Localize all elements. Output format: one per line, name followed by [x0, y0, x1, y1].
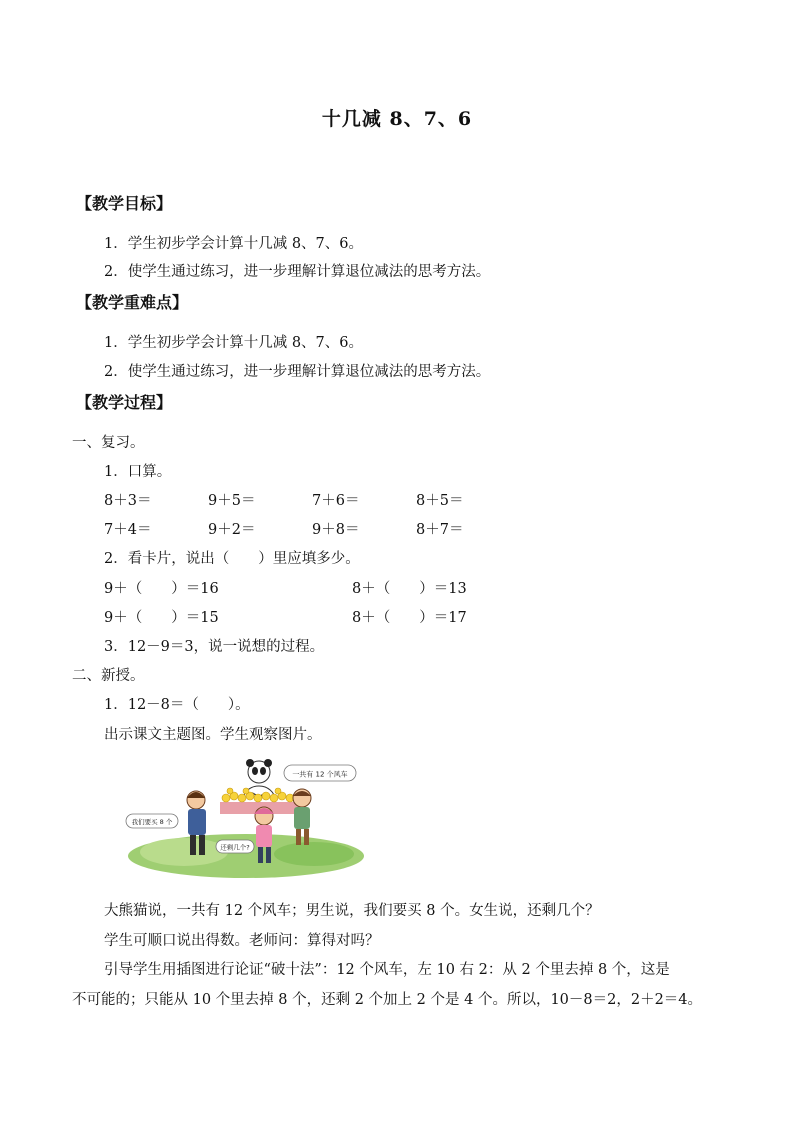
paragraph-1: 大熊猫说，一共有 12 个风车；男生说，我们要买 8 个。女生说，还剩几个？: [104, 903, 600, 919]
oral-calc-item: 9＋2＝: [208, 522, 256, 538]
bubble-text-panda: 一共有 12 个风车: [292, 770, 348, 779]
show-picture-text: 出示课文主题图。学生观察图片。: [104, 727, 322, 743]
card-item: 8＋（ ）＝13: [352, 581, 467, 597]
goal-item-2: 2．使学生通过练习，进一步理解计算退位减法的思考方法。: [104, 264, 491, 280]
new-lesson-label: 二、新授。: [72, 668, 145, 684]
speech-bubble-girl: [216, 840, 254, 853]
oral-calc-item: 7＋6＝: [312, 493, 360, 509]
page-title: 十几减 8、7、6: [321, 108, 473, 130]
card-item: 9＋（ ）＝16: [104, 581, 219, 597]
oral-calc-item: 8＋5＝: [416, 493, 464, 509]
oral-calc-item: 8＋7＝: [416, 522, 464, 538]
review-label: 一、复习。: [72, 435, 145, 451]
cards-label: 2．看卡片，说出（ ）里应填多少。: [104, 551, 360, 567]
oral-calc-item: 8＋3＝: [104, 493, 152, 509]
oral-calc-label: 1．口算。: [104, 464, 172, 480]
paragraph-2: 学生可顺口说出得数。老师问：算得对吗？: [104, 933, 380, 949]
paragraph-3-line-2: 不可能的；只能从 10 个里去掉 8 个，还剩 2 个加上 2 个是 4 个。所以，10－8＝2，2＋2＝4。: [72, 992, 703, 1008]
new-item-1: 1．12－8＝（ ）。: [104, 697, 250, 713]
oral-calc-item: 9＋5＝: [208, 493, 256, 509]
section-heading-process: 【教学过程】: [76, 393, 173, 412]
bubble-text-boy: 我们要买 8 个: [131, 818, 173, 826]
goal-item-1: 1．学生初步学会计算十几减 8、7、6。: [104, 236, 364, 252]
card-item: 8＋（ ）＝17: [352, 610, 467, 626]
section-heading-key-points: 【教学重难点】: [76, 293, 189, 312]
section-heading-goals: 【教学目标】: [76, 194, 173, 213]
speech-bubble-boy: [126, 814, 178, 828]
oral-calc-item: 7＋4＝: [104, 522, 152, 538]
oral-calc-item: 9＋8＝: [312, 522, 360, 538]
paragraph-3-line-1: 引导学生用插图进行论证“破十法”：12 个风车，左 10 右 2：从 2 个里去掉 8 个，这是: [104, 962, 670, 978]
key-item-2: 2．使学生通过练习，进一步理解计算退位减法的思考方法。: [104, 364, 491, 380]
review-item-3: 3．12－9＝3，说一说想的过程。: [104, 639, 325, 655]
card-item: 9＋（ ）＝15: [104, 610, 219, 626]
key-item-1: 1．学生初步学会计算十几减 8、7、6。: [104, 335, 364, 351]
speech-bubble-panda: [284, 765, 356, 781]
theme-illustration: [124, 756, 368, 880]
bubble-text-girl: 还剩几个?: [220, 843, 250, 852]
